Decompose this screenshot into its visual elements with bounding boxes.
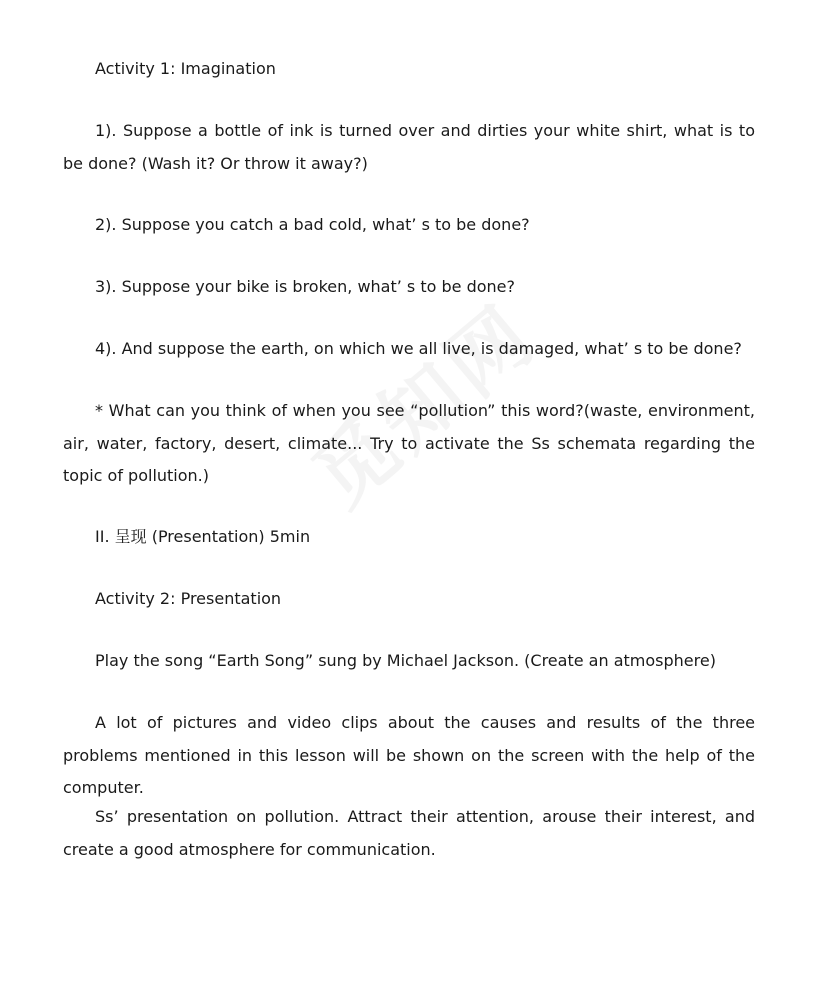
question-4: 4). And suppose the earth, on which we all live, is damaged, what’ s to be done? xyxy=(95,339,742,358)
pictures-description: A lot of pictures and video clips about the causes and results of the three problems mentioned in this lesson will be shown on the screen with the help of the computer. xyxy=(63,713,755,797)
activity2-title: Activity 2: Presentation xyxy=(95,589,282,608)
question-2: 2). Suppose you catch a bad cold, what’ s to be done? xyxy=(95,215,530,234)
pollution-prompt: * What can you think of when you see “pollution” this word?(waste, environment, air, water, factory, desert, climate... Try to activate the Ss schemata regarding the topic of pollution.) xyxy=(63,401,755,485)
question-1: 1). Suppose a bottle of ink is turned over and dirties your white shirt, what is to be done? (Wash it? Or throw it away?) xyxy=(63,121,755,173)
question-3: 3). Suppose your bike is broken, what’ s to be done? xyxy=(95,277,515,296)
ss-presentation: Ss’ presentation on pollution. Attract their attention, arouse their interest, and create a good atmosphere for communication. xyxy=(63,807,755,859)
section-2-heading: II. 呈现 (Presentation) 5min xyxy=(95,527,311,546)
activity1-title: Activity 1: Imagination xyxy=(95,59,276,78)
song-instruction: Play the song “Earth Song” sung by Michael Jackson. (Create an atmosphere) xyxy=(95,651,716,670)
